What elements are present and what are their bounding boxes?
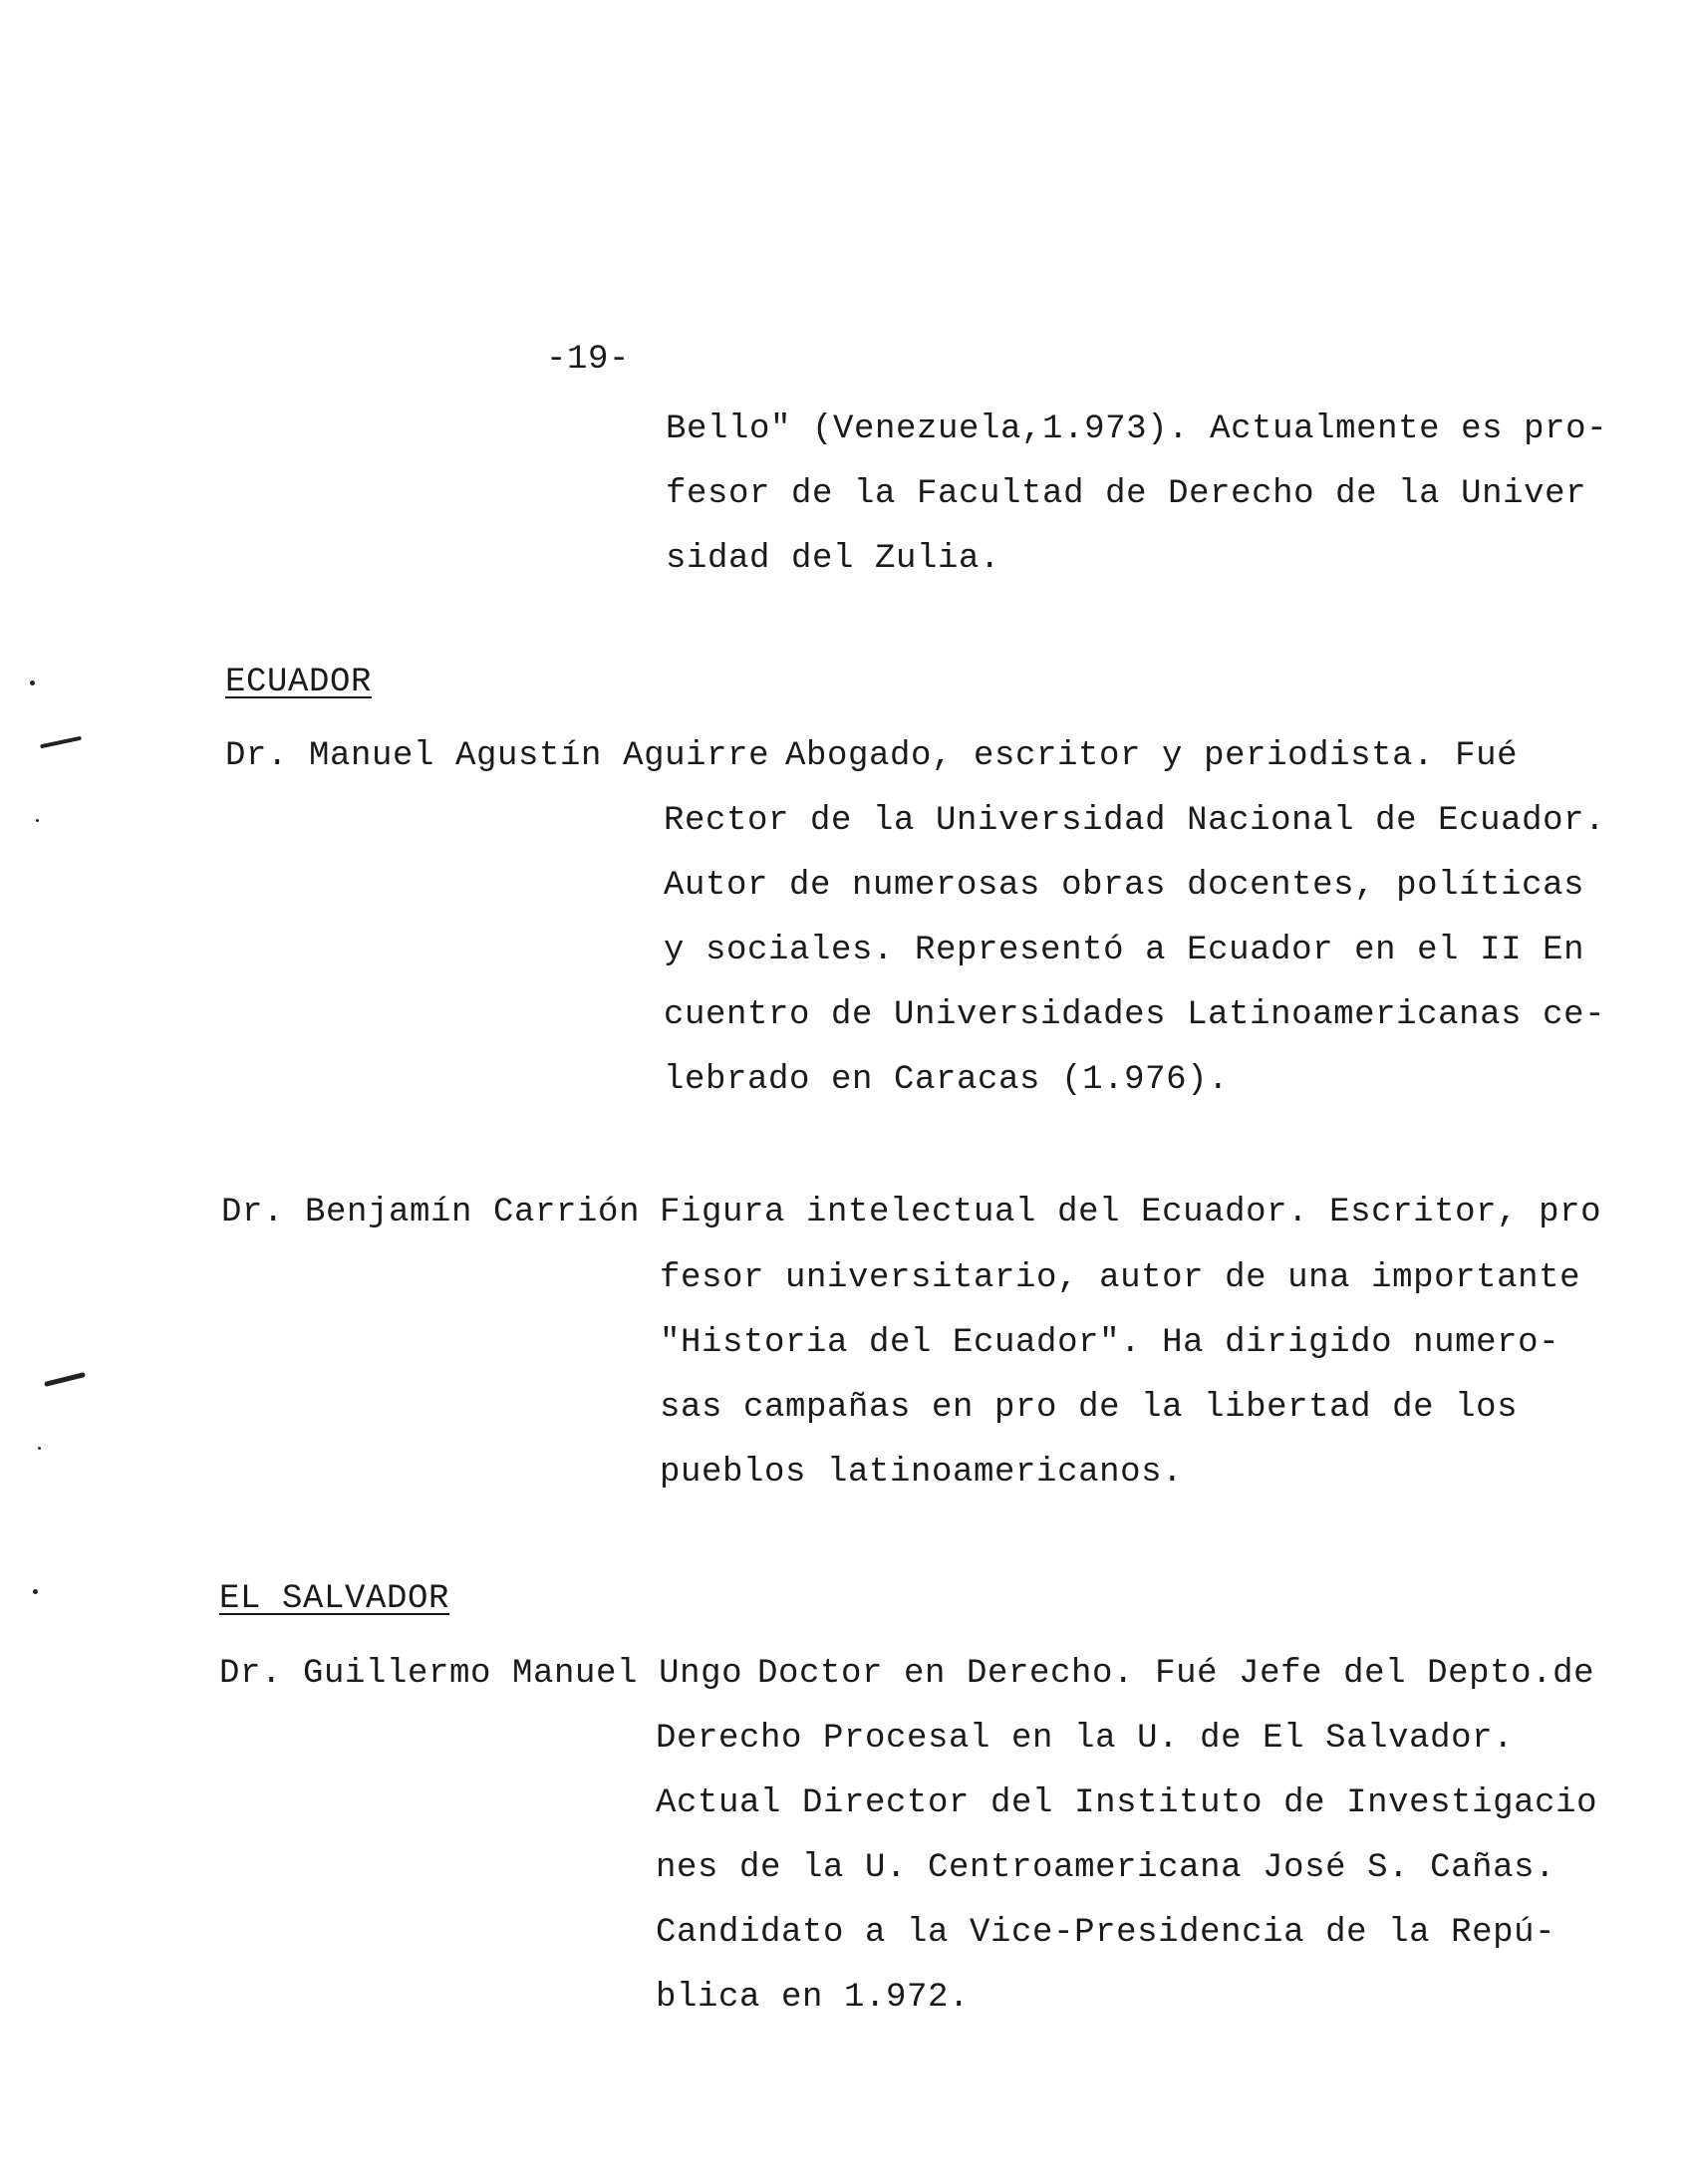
section-heading-el-salvador: EL SALVADOR <box>219 1580 450 1618</box>
margin-speck <box>30 681 35 685</box>
bio-line: Candidato a la Vice-Presidencia de la Repú- <box>656 1914 1556 1952</box>
bio-line: "Historia del Ecuador". Ha dirigido numero- <box>660 1324 1560 1362</box>
margin-speck <box>33 1589 38 1594</box>
bio-line: Derecho Procesal en la U. de El Salvador. <box>656 1720 1515 1758</box>
margin-hole-mark <box>44 1372 86 1387</box>
bio-line: fesor universitario, autor de una importante <box>660 1259 1581 1297</box>
margin-speck <box>36 819 39 822</box>
person-name: Dr. Manuel Agustín Aguirre <box>225 737 770 775</box>
continuation-line: fesor de la Facultad de Derecho de la Univer <box>666 475 1587 513</box>
bio-first-line: Doctor en Derecho. Fué Jefe del Depto.de <box>757 1655 1595 1693</box>
bio-first-line: Figura intelectual del Ecuador. Escritor, pro <box>660 1194 1602 1231</box>
bio-line: Autor de numerosas obras docentes, políticas <box>664 867 1585 905</box>
bio-line: sas campañas en pro de la libertad de los <box>660 1389 1519 1427</box>
bio-line: Rector de la Universidad Nacional de Ecuador. <box>664 802 1606 840</box>
person-name: Dr. Benjamín Carrión <box>221 1194 641 1231</box>
margin-hole-mark <box>40 736 82 749</box>
section-heading-ecuador: ECUADOR <box>225 664 373 701</box>
bio-line: blica en 1.972. <box>656 1979 971 2017</box>
bio-line: lebrado en Caracas (1.976). <box>664 1061 1230 1099</box>
bio-line: pueblos latinoamericanos. <box>660 1454 1184 1492</box>
bio-line: nes de la U. Centroamericana José S. Cañas. <box>656 1849 1556 1887</box>
page-number: -19- <box>546 341 631 379</box>
margin-speck <box>38 1447 41 1450</box>
bio-first-line: Abogado, escritor y periodista. Fué <box>785 737 1519 775</box>
bio-line: y sociales. Representó a Ecuador en el II En <box>664 932 1585 969</box>
person-name: Dr. Guillermo Manuel Ungo <box>219 1655 743 1693</box>
bio-line: cuentro de Universidades Latinoamericanas ce- <box>664 996 1606 1034</box>
continuation-line: Bello" (Venezuela,1.973). Actualmente es pro- <box>666 410 1608 448</box>
continuation-line: sidad del Zulia. <box>666 540 1001 578</box>
bio-line: Actual Director del Instituto de Investigacio <box>656 1784 1598 1822</box>
